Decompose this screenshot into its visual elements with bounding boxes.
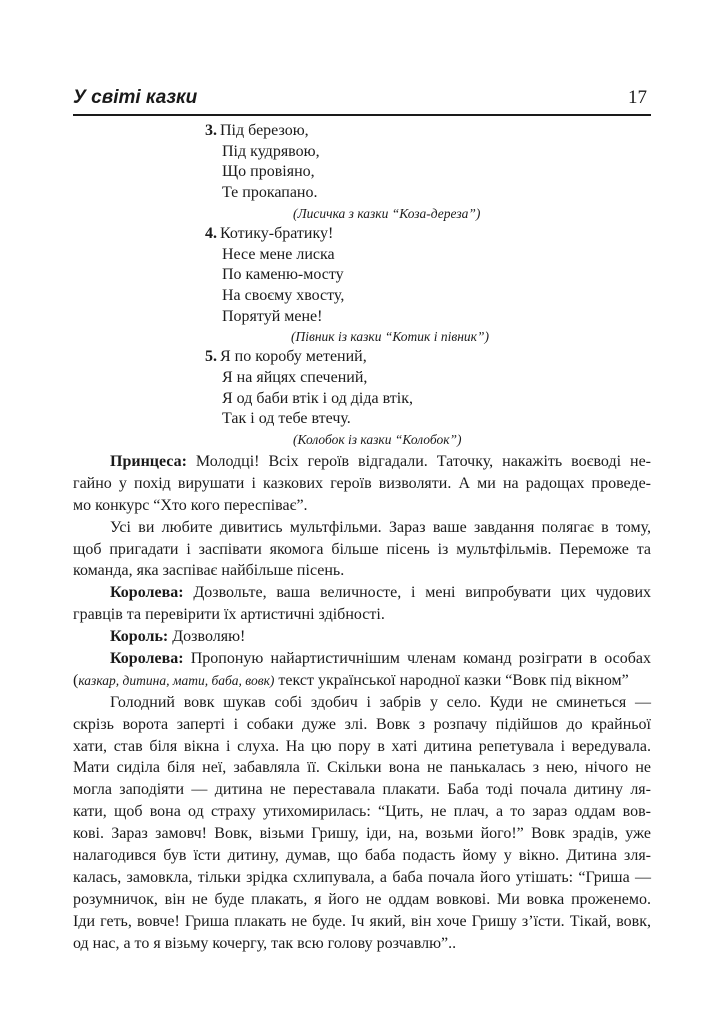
text-line: Голодний вовк шукав собі здобич і забрів у село. Куди не сминеться — — [110, 693, 651, 711]
running-header-title: У світі казки — [73, 87, 198, 108]
riddle-verses — [205, 121, 635, 450]
verse-line: Несе мене лиска — [222, 245, 335, 263]
verse-line: 3. Під березою, — [205, 122, 309, 139]
text-line: (казкар, дитина, мати, баба, вовк) текст української народної казки “Вовк під вікном” — [73, 671, 629, 689]
text-line: Королева: Пропоную найартистичнішим членам команд розіграти в особах — [110, 650, 651, 668]
speaker-label: Принцеса: — [110, 453, 187, 470]
text-line: Королева: Дозвольте, ваша величносте, і мені випробувати цих чудових — [110, 584, 652, 602]
text-line: Усі ви любите дивитись мультфільми. Зараз ваше завдання полягає в тому, — [110, 518, 651, 536]
text-line: команда, яка заспіває найбільше пісень. — [73, 562, 345, 580]
verse-line: Я на яйцях спечений, — [222, 369, 368, 387]
roles-note: казкар, дитина, мати, баба, вовк) — [78, 672, 275, 688]
text-line: Король: Дозволяю! — [110, 628, 246, 646]
verse-source: (Колобок із казки “Колобок”) — [293, 432, 462, 448]
text-line: налагодився був їсти дитину, думав, що баба подасть йому у вікно. Дитина зля- — [73, 847, 651, 865]
text-line: скрізь ворота заперті і собаки дуже злі. Вовк з розпачу підійшов до крайньої — [73, 715, 651, 733]
text-line: кати, щоб вона од страху утихомирилась: “Цить, не плач, а то зараз оддам вов- — [73, 803, 651, 821]
running-header — [73, 86, 651, 116]
text-line: розумничок, він не буде плакать, я його не оддам вовкові. Ми вовка проженемо. — [73, 890, 651, 908]
verse-line: Під кудрявою, — [222, 142, 320, 160]
text-line: могла заподіяти — дитина не переставала плакати. Баба тоді почала дитину ля- — [73, 781, 651, 799]
text-line: кові. Зараз замовч! Вовк, візьми Гришу, іди, на, возьми його!” Вовк зрадів, уже — [73, 825, 651, 843]
text-line: хати, став біля вікна і слуха. На цю пору в хаті дитина репетувала і вередувала. — [73, 737, 651, 755]
speaker-label: Королева: — [110, 584, 184, 602]
verse-source: (Півник із казки “Котик і півник”) — [291, 329, 489, 345]
verse-line: Так і од тебе втечу. — [222, 410, 351, 428]
verse-line: Порятуй мене! — [222, 307, 323, 325]
text-line: Мати сиділа біля неї, забавляла її. Скільки вона не панькалась з нею, нічого не — [73, 759, 651, 777]
text-line: щоб пригадати і заспівати якомога більше пісень із мультфільмів. Переможе та — [73, 540, 651, 558]
verse-line: 4. Котику-братику! — [205, 224, 334, 242]
verse-line: Що провіяно, — [222, 163, 315, 181]
verse-line: На своєму хвосту, — [222, 286, 345, 304]
speaker-label: Королева: — [110, 650, 184, 668]
text-line: калась, замовкла, тільки зрідка схлипувала, а баба почала його утішать: “Гриша — — [73, 868, 651, 886]
text-line: Принцеса: Молодці! Всіх героїв відгадали. Таточку, накажіть воєводі не- — [110, 453, 652, 470]
verse-line: Те прокапано. — [222, 184, 318, 202]
verse-number: 5. — [205, 348, 217, 366]
speaker-label: Король: — [110, 628, 169, 646]
script-text — [73, 451, 651, 954]
text-line: од нас, а то я візьму кочергу, так всю голову розчавлю”.. — [73, 934, 457, 952]
text-line: гравців та перевірити їх артистичні здібності. — [73, 606, 385, 624]
page-number: 17 — [628, 87, 647, 108]
verse-source: (Лисичка з казки “Коза-дереза”) — [293, 205, 481, 221]
text-line: гайно у похід вирушати і казкових героїв визволяти. А ми на радощах проведе- — [73, 474, 651, 492]
verse-number: 4. — [205, 224, 217, 242]
verse-line: 5. Я по коробу метений, — [205, 348, 367, 366]
verse-line: Я од баби втік і од діда втік, — [222, 389, 413, 407]
text-line: Іди геть, вовче! Гриша плакать не буде. Іч який, він хоче Гришу з’їсти. Тікай, вовк, — [73, 912, 651, 930]
verse-line: По каменю-мосту — [222, 266, 344, 284]
text-line: мо конкурс “Хто кого переспіває”. — [73, 496, 308, 514]
verse-number: 3. — [205, 122, 217, 139]
